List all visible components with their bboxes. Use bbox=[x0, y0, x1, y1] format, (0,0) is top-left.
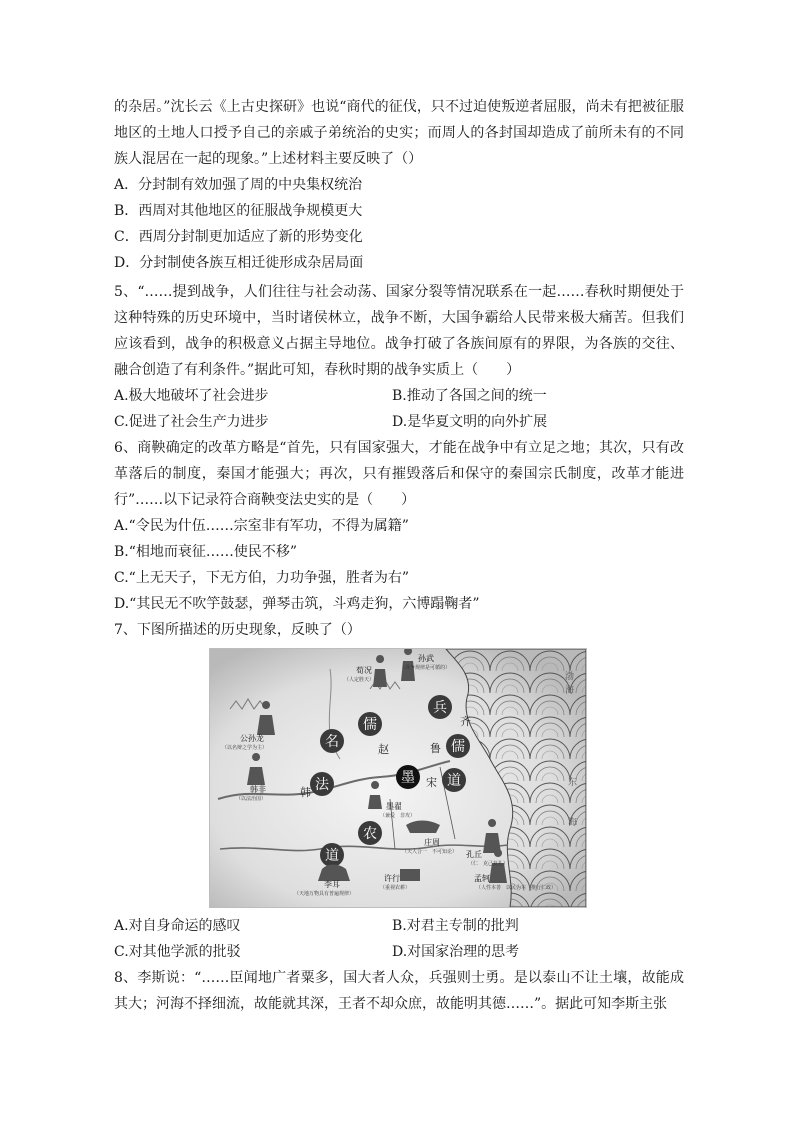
question-7-option-a[interactable]: A.对自身命运的感叹 bbox=[114, 918, 241, 934]
state-qi: 齐 bbox=[460, 715, 471, 728]
caption-hanfei: （以法治国） bbox=[236, 796, 267, 802]
question-4-stem: 的杂居。”沈长云《上古史探研》也说“商代的征伐，只不过迫使叛逆者屈服，尚未有把被征服地区的土地人口授予自己的亲戚子弟统治的史实；而周人的各封国却造成了前所未有的不同族人混居在一起的现象。”上述材料主要反映了（） bbox=[114, 99, 684, 167]
school-seal-dao-south-label: 道 bbox=[325, 848, 339, 864]
question-5-option-c[interactable]: C.促进了社会生产力进步 bbox=[114, 414, 269, 430]
question-4-block bbox=[114, 94, 684, 276]
question-5-stem: 5、“……提到战争，人们往往与社会动荡、国家分裂等情况联系在一起……春秋时期便处于这种特殊的历史环境中，当时诸侯林立，战争不断，大国争霸给人民带来极大痛苦。但我们应该看到，战争的积极意义占据主导地位。战争打破了各族间原有的界限，为各族的交往、融合创造了有利条件。”据此可知，春秋时期的战争实质上（ ） bbox=[114, 284, 684, 378]
school-seal-nong bbox=[358, 821, 382, 845]
caption-zhuangzhou: （天人合一 不可知论） bbox=[402, 849, 458, 855]
name-zhuangzhou: 庄周 bbox=[424, 838, 440, 847]
map-svg bbox=[210, 649, 586, 907]
state-han: 韩 bbox=[300, 786, 311, 799]
sea-label-1: 渤 bbox=[565, 672, 575, 682]
question-6-block bbox=[114, 435, 684, 617]
question-7-stem: 7、下图所描述的历史现象，反映了（） bbox=[114, 622, 361, 638]
school-seal-nong-label: 农 bbox=[363, 826, 377, 842]
question-4-option-d[interactable]: D．分封制使各族互相迁徙形成杂居局面 bbox=[114, 255, 364, 271]
question-5-option-a[interactable]: A.极大地破坏了社会进步 bbox=[114, 388, 269, 404]
question-7-options-row-1 bbox=[114, 913, 684, 939]
school-seal-dao-east-label: 道 bbox=[447, 773, 461, 789]
school-seal-ru-north-label: 儒 bbox=[363, 717, 377, 733]
question-7-options bbox=[114, 913, 684, 965]
sea-label-4: 海 bbox=[568, 818, 578, 828]
question-7-options-row-2 bbox=[114, 939, 684, 965]
question-6-stem: 6、商鞅确定的改革方略是“首先，只有国家强大，才能在战争中有立足之地；其次，只有改革落后的制度，秦国才能强大；再次，只有摧毁落后和保守的秦国宗氏制度，改革才能进行”……以下记录符合商鞅变法史实的是（ ） bbox=[114, 440, 684, 508]
hundred-schools-map bbox=[209, 648, 587, 908]
question-8-block bbox=[114, 965, 684, 1017]
school-seal-ming bbox=[320, 729, 344, 753]
question-6-option-c[interactable]: C.“上无天子，下无方伯，力功争强，胜者为右” bbox=[114, 570, 409, 586]
question-6-option-d[interactable]: D.“其民无不吹竽鼓瑟，弹琴击筑，斗鸡走狗，六博蹋鞠者” bbox=[114, 596, 480, 612]
school-seal-ru-lu bbox=[446, 734, 470, 758]
caption-sunwu: （战争规律是可循的） bbox=[400, 665, 451, 671]
school-seal-bing-label: 兵 bbox=[433, 700, 447, 716]
school-seal-ru-north bbox=[358, 712, 382, 736]
question-5-option-d[interactable]: D.是华夏文明的向外扩展 bbox=[392, 414, 548, 430]
question-5-option-b[interactable]: B.推动了各国之间的统一 bbox=[392, 388, 547, 404]
name-lier: 李耳 bbox=[324, 880, 340, 889]
figure-xuxing bbox=[400, 869, 420, 881]
caption-xuxing: （重视农耕） bbox=[380, 885, 411, 891]
state-lu: 鲁 bbox=[430, 742, 441, 755]
name-xunkuang: 荀况 bbox=[356, 666, 372, 675]
school-seal-fa-label: 法 bbox=[315, 777, 329, 793]
question-4-option-b[interactable]: B．西周对其他地区的征服战争规模更大 bbox=[114, 203, 363, 219]
school-seal-bing bbox=[428, 695, 452, 719]
school-seal-fa bbox=[310, 772, 334, 796]
question-5-options-row-2 bbox=[114, 409, 684, 435]
question-7-option-d[interactable]: D.对国家治理的思考 bbox=[392, 944, 520, 960]
name-sunwu: 孙武 bbox=[418, 654, 434, 663]
school-seal-mo-label: 墨 bbox=[401, 770, 415, 786]
state-zhao: 赵 bbox=[378, 743, 389, 756]
state-song: 宋 bbox=[426, 776, 437, 789]
school-seal-ming-label: 名 bbox=[325, 734, 339, 750]
sea-label-2: 海 bbox=[565, 686, 575, 696]
question-6-option-a[interactable]: A.“令民为什伍……宗室非有军功，不得为属籍” bbox=[114, 518, 409, 534]
caption-mengke: （人性本善 以民为本 推行仁政） bbox=[476, 885, 557, 891]
name-kongqiu: 孔丘 bbox=[466, 850, 482, 859]
school-seal-dao-south bbox=[320, 843, 344, 867]
school-seal-mo bbox=[396, 765, 420, 789]
question-5-block bbox=[114, 279, 684, 435]
question-4-option-a[interactable]: A．分封制有效加强了周的中央集权统治 bbox=[114, 177, 363, 193]
question-7-block bbox=[114, 617, 684, 643]
question-8-stem: 8、李斯说：“……臣闻地广者粟多，国大者人众，兵强则士勇。是以泰山不让土壤，故能成其大；河海不择细流，故能就其深，王者不却众庶，故能明其德……”。据此可知李斯主张 bbox=[114, 970, 684, 1012]
name-hanfei: 韩非 bbox=[250, 785, 266, 794]
question-4-option-c[interactable]: C．西周分封制更加适应了新的形势变化 bbox=[114, 229, 363, 245]
caption-xunkuang: （人定胜天） bbox=[344, 677, 375, 683]
caption-gongsunlong: （以名辩之学为主） bbox=[222, 745, 268, 751]
name-modi: 墨翟 bbox=[386, 802, 402, 811]
question-7-option-b[interactable]: B.对君主专制的批判 bbox=[392, 918, 519, 934]
caption-lier: （天地万物具有普遍规律） bbox=[294, 891, 355, 897]
name-xuxing: 许行 bbox=[384, 874, 400, 883]
name-mengke: 孟轲 bbox=[474, 874, 490, 883]
caption-kongqiu: （仁 克己复礼） bbox=[468, 861, 509, 867]
school-seal-ru-lu-label: 儒 bbox=[451, 739, 465, 755]
question-7-option-c[interactable]: C.对其他学派的批驳 bbox=[114, 944, 241, 960]
question-5-options-row-1 bbox=[114, 383, 684, 409]
school-seal-dao-east bbox=[442, 768, 466, 792]
sea-label-3: 东 bbox=[568, 778, 578, 788]
name-gongsunlong: 公孙龙 bbox=[240, 734, 264, 743]
question-6-option-b[interactable]: B.“相地而衰征……使民不移” bbox=[114, 544, 298, 560]
caption-modi: （兼爱 非攻） bbox=[380, 813, 416, 819]
